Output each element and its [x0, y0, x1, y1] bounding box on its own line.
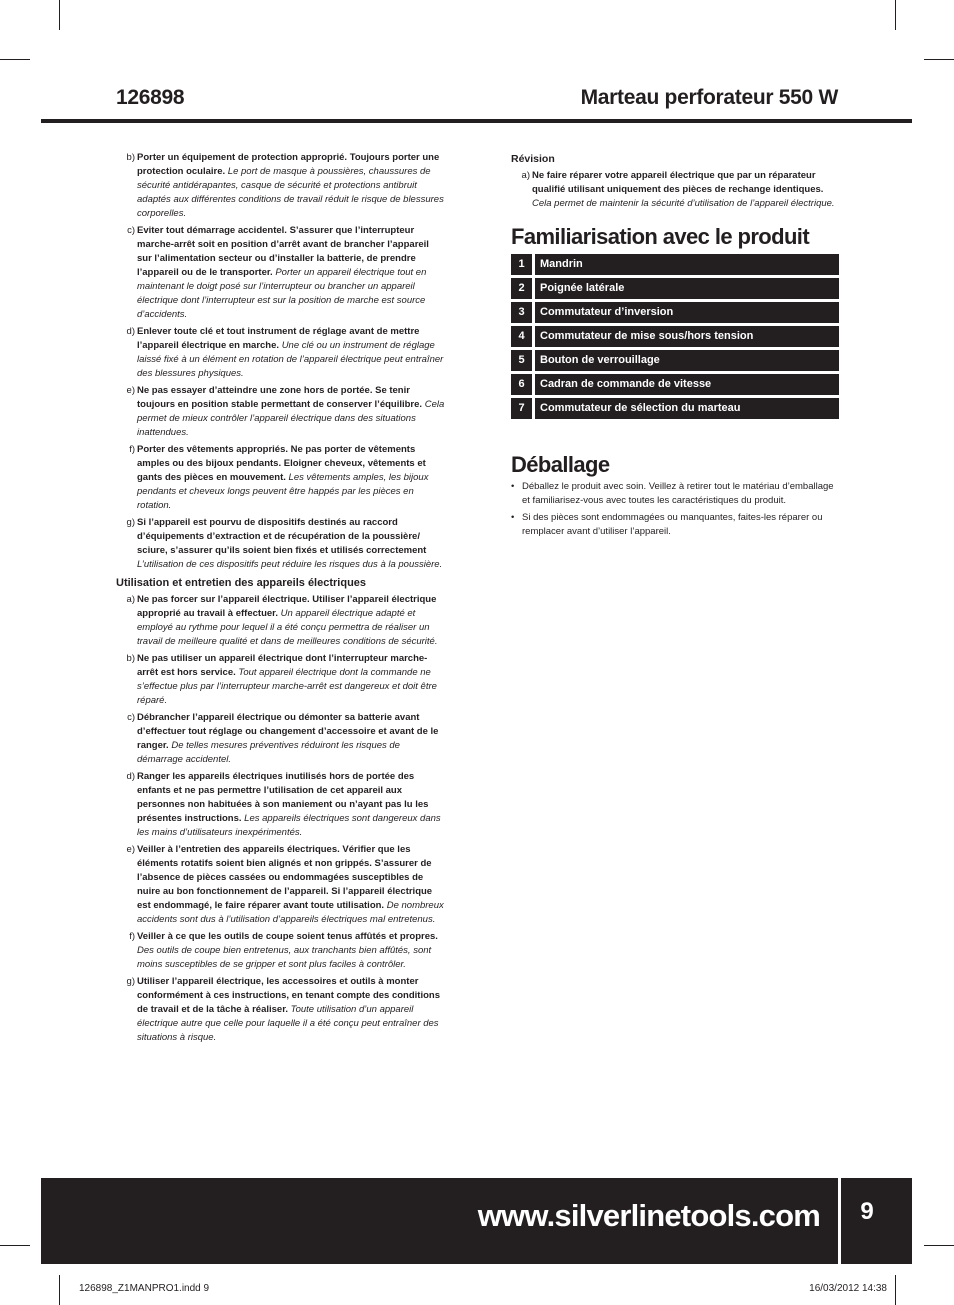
item-italic-text: De nombreux accidents sont dus à l’utilisation d’appareils électriques mal entretenus. — [137, 900, 444, 925]
website-link[interactable]: www.silverlinetools.com — [477, 1198, 820, 1233]
item-bold-text: Débrancher l’appareil électrique ou démonter sa batterie avant d’effectuer tout réglage ou changement d’accessoire et avant de le ranger. — [137, 712, 439, 751]
item-letter: d) — [126, 771, 135, 782]
item-bold-text: Ne pas essayer d’atteindre une zone hors de portée. Se tenir toujours en position stable permettant de conserver l’équilibre. — [137, 385, 423, 410]
part-label: Commutateur d’inversion — [535, 302, 839, 323]
item-italic-text: De telles mesures préventives réduiront les risques de démarrage accidentel. — [137, 740, 400, 765]
item-bold-text: Utiliser l’appareil électrique, les accessoires et outils à monter conformément à ces instructions, en tenant compte des conditions de travail et de la tâche à réaliser. — [137, 976, 440, 1015]
header-rule — [41, 119, 912, 123]
item-bold-text: Eviter tout démarrage accidentel. S’assurer que l’interrupteur marche-arrêt soit en position d’arrêt avant de brancher l’appareil sur l’alimentation secteur ou d’installer la batterie, de prendre l’appareil ou de le transporter. — [137, 225, 429, 278]
item-italic-text: Cela permet de mieux contrôler l’appareil électrique dans des situations inattendues. — [137, 399, 445, 438]
item-letter: f) — [129, 931, 135, 942]
page-number: 9 — [860, 1198, 874, 1225]
part-number: 5 — [511, 350, 532, 371]
left-column — [116, 151, 446, 1048]
part-label: Commutateur de mise sous/hors tension — [535, 326, 839, 347]
crop-mark — [59, 0, 60, 30]
bullet-item — [511, 480, 839, 508]
footer-bar — [41, 1178, 912, 1264]
part-row — [511, 302, 839, 323]
bullet-icon: • — [511, 481, 515, 492]
list-item — [116, 224, 446, 322]
item-letter: e) — [126, 844, 135, 855]
item-italic-text: Toute utilisation d’un appareil électrique autre que celle pour laquelle il a été conçu peut entraîner des situations à risque. — [137, 1004, 439, 1043]
part-label: Mandrin — [535, 254, 839, 275]
item-letter: g) — [126, 517, 135, 528]
part-number: 7 — [511, 398, 532, 419]
heading-familiarisation: Familiarisation avec le produit — [511, 224, 810, 249]
list-item — [116, 652, 446, 708]
item-letter: d) — [126, 326, 135, 337]
list-item — [116, 384, 446, 440]
part-number: 2 — [511, 278, 532, 299]
slug-filename: 126898_Z1MANPRO1.indd 9 — [79, 1283, 210, 1294]
item-bold-text: Ne faire réparer votre appareil électrique que par un réparateur qualifié utilisant uniquement des pièces de rechange identiques. — [532, 170, 824, 195]
item-bold-text: Ranger les appareils électriques inutilisés hors de portée des enfants et ne pas permettre l’utilisation de cet appareil aux personnes non habituées à son maniement ou n’ayant pas lu les présentes instructions. — [137, 771, 429, 824]
crop-mark — [895, 1275, 896, 1305]
bullet-text: Si des pièces sont endommagées ou manquantes, faites-les réparer ou remplacer avant d’utiliser l’appareil. — [522, 512, 823, 537]
item-letter: f) — [129, 444, 135, 455]
item-letter: c) — [127, 225, 135, 236]
item-italic-text: L’utilisation de ces dispositifs peut réduire les risques dus à la poussière. — [137, 559, 443, 570]
crop-mark — [0, 59, 30, 60]
list-item — [116, 975, 446, 1045]
list-item — [116, 770, 446, 840]
item-letter: g) — [126, 976, 135, 987]
crop-mark — [59, 1275, 60, 1305]
slug-date: 16/03/2012 14:38 — [809, 1283, 887, 1294]
item-bold-text: Veiller à ce que les outils de coupe soient tenus affûtés et propres. — [137, 931, 438, 942]
bullet-item — [511, 511, 839, 539]
item-letter: c) — [127, 712, 135, 723]
list-item — [116, 516, 446, 572]
part-label: Poignée latérale — [535, 278, 839, 299]
item-bold-text: Si l’appareil est pourvu de dispositifs destinés au raccord d’équipements d’extraction et de récupération de la poussière/ sciure, s’assurer qu’ils soient bien fixés et utilisés correctement — [137, 517, 427, 556]
item-italic-text: Les vêtements amples, les bijoux pendants et cheveux longs peuvent être happés par les pièces en rotation. — [137, 472, 429, 511]
revision-item — [511, 169, 839, 211]
item-bold-text: Porter un équipement de protection approprié. Toujours porter une protection oculaire. — [137, 152, 440, 177]
product-code: 126898 — [116, 86, 185, 109]
item-italic-text: Tout appareil électrique dont la commande ne s’effectue plus par l’interrupteur marche-arrêt est dangereux et doit être réparé. — [137, 667, 437, 706]
bullet-text: Déballez le produit avec soin. Veillez à retirer tout le matériau d’emballage et familiarisez-vous avec toutes les caractéristiques du produit. — [522, 481, 834, 506]
safety-list — [116, 151, 446, 572]
list-item — [116, 325, 446, 381]
part-number: 6 — [511, 374, 532, 395]
item-bold-text: Veiller à l’entretien des appareils électriques. Vérifier que les éléments rotatifs soient bien alignés et non grippés. S’assurer de l’absence de pièces cassées ou endommagées susceptibles de nuire au bon fonctionnement de l’appareil. Si l’appareil électrique est endommagé, le faire réparer avant toute utilisation. — [137, 844, 433, 911]
section-title-revision: Révision — [511, 153, 555, 165]
list-item — [116, 151, 446, 221]
part-row — [511, 398, 839, 419]
item-italic-text: Porter un appareil électrique tout en maintenant le doigt posé sur l’interrupteur ou brancher un appareil électrique dont l’interrupteur est sur la position de marche est source d’accidents. — [137, 267, 427, 320]
list-item — [116, 930, 446, 972]
part-label: Bouton de verrouillage — [535, 350, 839, 371]
crop-mark — [895, 0, 896, 30]
item-bold-text: Enlever toute clé et tout instrument de réglage avant de mettre l’appareil électrique en marche. — [137, 326, 420, 351]
item-letter: e) — [126, 385, 135, 396]
item-letter: b) — [126, 152, 135, 163]
item-letter: a) — [521, 170, 530, 181]
bullet-icon: • — [511, 512, 515, 523]
item-italic-text: Des outils de coupe bien entretenus, aux tranchants bien affûtés, sont moins susceptibles de se gripper et sont plus faciles à contrôler. — [137, 945, 432, 970]
item-bold-text: Porter des vêtements appropriés. Ne pas porter de vêtements amples ou des bijoux pendants. Eloigner cheveux, vêtements et gants des pièces en mouvement. — [137, 444, 426, 483]
list-item — [116, 711, 446, 767]
item-italic-text: Le port de masque à poussières, chaussures de sécurité antidérapantes, casque de sécurité et protections antibruit adaptés aux différentes conditions de travail réduit le risque de blessures corporelles. — [137, 166, 444, 219]
heading-deballage: Déballage — [511, 452, 610, 477]
item-letter: b) — [126, 653, 135, 664]
page-title: Marteau perforateur 550 W — [580, 86, 838, 109]
part-number: 4 — [511, 326, 532, 347]
item-bold-text: Ne pas utiliser un appareil électrique dont l’interrupteur marche-arrêt est hors service. — [137, 653, 428, 678]
part-number: 3 — [511, 302, 532, 323]
usage-list — [116, 593, 446, 1045]
part-row — [511, 254, 839, 275]
crop-mark — [924, 1245, 954, 1246]
list-item — [116, 593, 446, 649]
part-row — [511, 326, 839, 347]
item-italic-text: Cela permet de maintenir la sécurité d’utilisation de l’appareil électrique. — [532, 198, 835, 209]
section-title-utilisation: Utilisation et entretien des appareils électriques — [116, 577, 367, 589]
crop-mark — [924, 59, 954, 60]
part-row — [511, 350, 839, 371]
list-item — [116, 443, 446, 513]
item-italic-text: Une clé ou un instrument de réglage laissé fixé à un élément en rotation de l’appareil électrique peut entraîner des blessures physiques. — [137, 340, 444, 379]
deballage-list — [511, 480, 839, 539]
part-label: Cadran de commande de vitesse — [535, 374, 839, 395]
part-row — [511, 374, 839, 395]
right-column — [511, 152, 839, 542]
parts-table — [511, 254, 839, 419]
item-italic-text: Un appareil électrique adapté et employé au rythme pour lequel il a été conçu permettra de réaliser un travail de meilleure qualité et dans de meilleures conditions de sécurité. — [137, 608, 438, 647]
crop-mark — [0, 1245, 30, 1246]
item-italic-text: Les appareils électriques sont dangereux dans les mains d’utilisateurs inexpérimentés. — [137, 813, 441, 838]
item-bold-text: Ne pas forcer sur l’appareil électrique. Utiliser l’appareil électrique approprié au travail à effectuer. — [137, 594, 437, 619]
part-row — [511, 278, 839, 299]
part-label: Commutateur de sélection du marteau — [535, 398, 839, 419]
list-item — [116, 843, 446, 927]
part-number: 1 — [511, 254, 532, 275]
item-letter: a) — [126, 594, 135, 605]
